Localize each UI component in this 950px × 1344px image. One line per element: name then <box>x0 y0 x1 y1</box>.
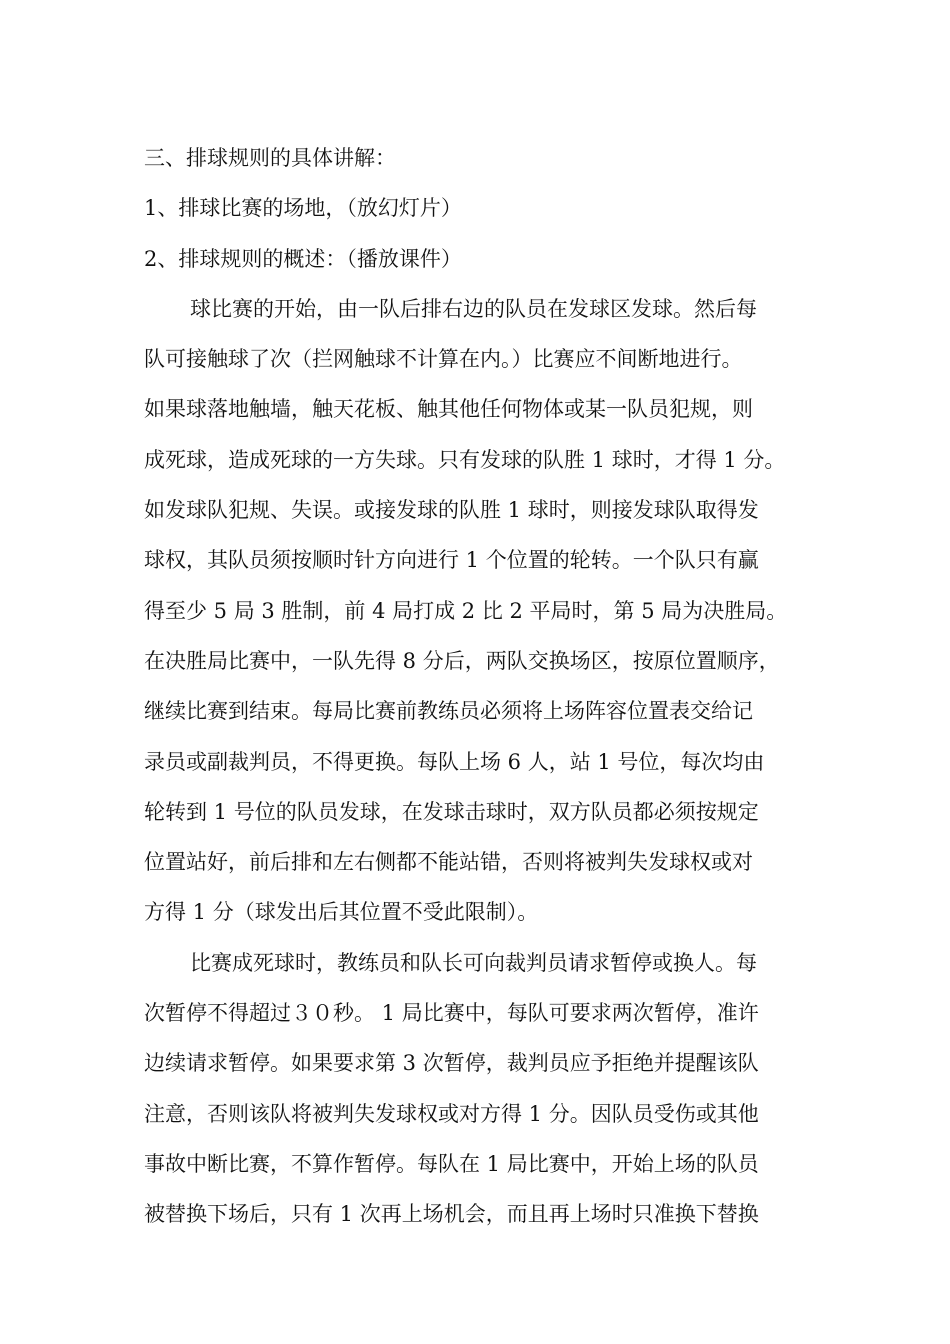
paragraph-line: 队可接触球了次（拦网触球不计算在内。）比赛应不间断地进行。 <box>144 347 743 372</box>
paragraph-line: 方得 1 分（球发出后其位置不受此限制）。 <box>144 900 539 925</box>
paragraph-line: 成死球，造成死球的一方失球。只有发球的队胜 1 球时，才得 1 分。 <box>144 447 786 472</box>
paragraph-line: 事故中断比赛，不算作暂停。每队在 1 局比赛中，开始上场的队员 <box>144 1151 759 1176</box>
paragraph-timeouts-substitutions <box>144 938 834 1240</box>
paragraph-line: 次暂停不得超过３０秒。 1 局比赛中，每队可要求两次暂停，准许 <box>144 1001 759 1026</box>
paragraph-line: 球比赛的开始，由一队后排右边的队员在发球区发球。然后每 <box>190 296 757 321</box>
list-item: 1、排球比赛的场地，（放幻灯片） <box>144 196 462 221</box>
paragraph-rules-overview <box>144 284 834 938</box>
paragraph-line: 被替换下场后，只有 1 次再上场机会，而且再上场时只准换下替换 <box>144 1202 759 1227</box>
paragraph-line: 球权，其队员须按顺时针方向进行 1 个位置的轮转。一个队只有赢 <box>144 548 759 573</box>
paragraph-line: 位置站好，前后排和左右侧都不能站错，否则将被判失发球权或对 <box>144 850 753 875</box>
document-body <box>144 133 834 1240</box>
paragraph-line: 如果球落地触墙，触天花板、触其他任何物体或某一队员犯规，则 <box>144 397 753 422</box>
paragraph-line: 在决胜局比赛中，一队先得 8 分后，两队交换场区，按原位置顺序， <box>144 648 780 673</box>
list-item: 2、排球规则的概述：（播放课件） <box>144 246 462 271</box>
paragraph-line: 录员或副裁判员，不得更换。每队上场 6 人，站 1 号位，每次均由 <box>144 749 765 774</box>
paragraph-line: 得至少 5 局 3 胜制，前 4 局打成 2 比 2 平局时，第 5 局为决胜局。 <box>144 598 788 623</box>
paragraph-line: 如发球队犯规、失误。或接发球的队胜 1 球时，则接发球队取得发 <box>144 498 759 523</box>
section-heading: 三、排球规则的具体讲解： <box>144 146 396 170</box>
paragraph-line: 继续比赛到结束。每局比赛前教练员必须将上场阵容位置表交给记 <box>144 699 753 724</box>
paragraph-line: 比赛成死球时，教练员和队长可向裁判员请求暂停或换人。每 <box>190 950 757 975</box>
paragraph-line: 轮转到 1 号位的队员发球，在发球击球时，双方队员都必须按规定 <box>144 799 759 824</box>
paragraph-line: 注意，否则该队将被判失发球权或对方得 1 分。因队员受伤或其他 <box>144 1101 759 1126</box>
paragraph-line: 边续请求暂停。如果要求第 3 次暂停，裁判员应予拒绝并提醒该队 <box>144 1051 759 1076</box>
